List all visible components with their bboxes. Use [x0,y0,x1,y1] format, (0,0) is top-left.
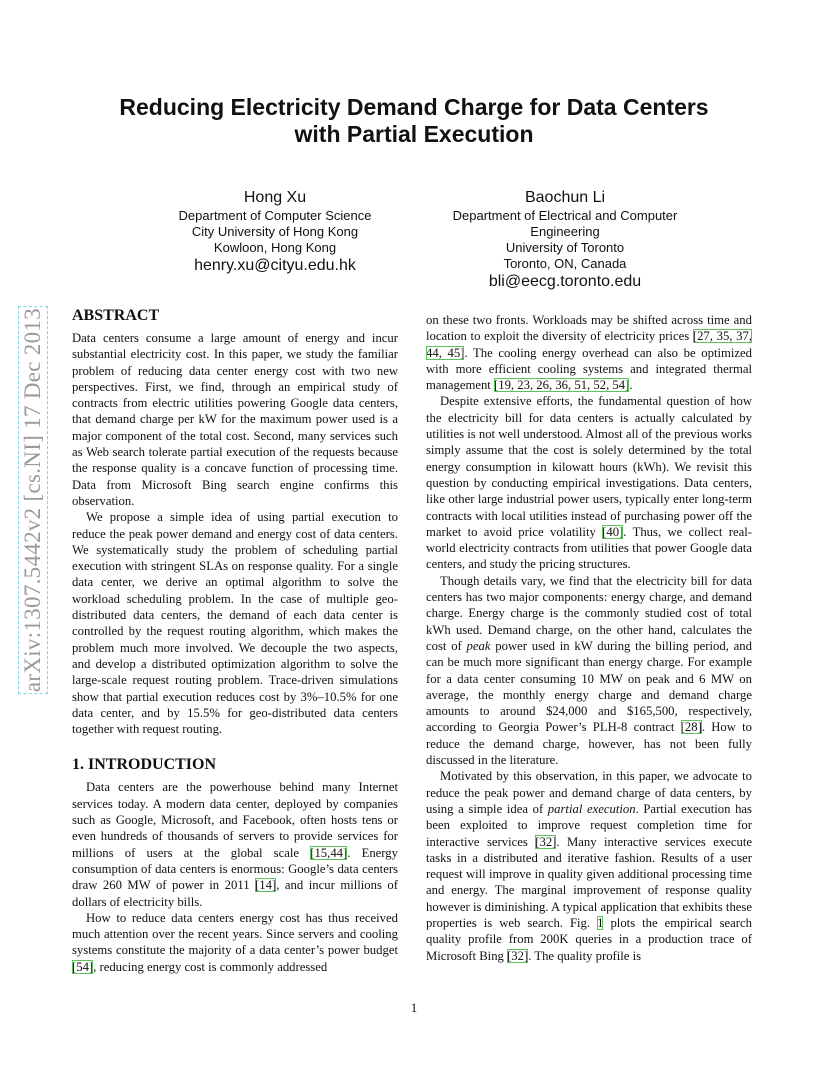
figure-link[interactable]: 1 [597,915,604,930]
page-number: 1 [410,1000,418,1015]
text-run: . Thus, we collect real-world electricity contracts from utilities that power Google data centers, and study the pricing structures. [426,524,752,572]
intro-paragraph-1 [72,779,398,909]
left-column [72,306,398,975]
text-run: , and incur millions of dollars of electricity bills. [72,878,398,909]
author-affiliation-line: Department of Electrical and Computer [452,208,678,223]
introduction-heading: 1. INTRODUCTION [72,756,217,774]
emphasis: peak [466,638,491,653]
intro-paragraph-3 [426,393,752,572]
citation-link[interactable]: [14] [255,878,277,893]
abstract-heading: ABSTRACT [72,307,160,324]
text-run: on these two fronts. Workloads may be shifted across time and location to exploit the diversity of electricity prices [426,313,752,344]
arxiv-stamp[interactable] [18,264,48,736]
text-run: . How to reduce the demand charge, however, has not been fully discussed in the literature. [426,720,752,768]
author-name: Baochun Li [524,189,606,206]
text-run: How to reduce data centers energy cost has thus received much attention over the recent years. Since servers and cooling systems constitute the majority of a data center’s power budget [72,910,398,958]
intro-paragraph-continued [426,312,752,393]
text-run: plots the empirical search quality profile from 200K queries in a production trace of Microsoft Bing [426,915,752,963]
intro-paragraph-2 [72,910,398,975]
author-name: Hong Xu [243,189,307,206]
text-run: . Many interactive services execute tasks in a distributed and iterative fashion. Results of a user request will improve in quality given additional processing time and energy. The marginal improvement of response quality however is diminishing. A typical application that exhibits these properties is web search. Fig. [426,834,752,930]
text-run: Though details vary, we find that the electricity bill for data centers has two major components: energy charge, and demand charge. Energy charge is the commonly studied cost of total kWh used. Demand charge, on the other hand, calculates the cost of [426,573,752,653]
text-run: . Energy consumption of data centers is enormous: Google’s data centers draw 260 MW of power in 2011 [72,845,398,893]
arxiv-stamp-text[interactable]: arXiv:1307.5442v2 [cs.NI] 17 Dec 2013 [20,307,45,693]
citation-link[interactable]: [28] [680,720,702,735]
author-block-1 [140,188,410,275]
text-run: power used in kW during the billing period, and can be much more significant than energy charge. For example for a data center consuming 10 MW on peak and 6 MW on average, the monthly energy charge and demand charge amounts to around $24,000 and $165,500, respectively, according to Georgia Power’s PLH-8 contract [426,638,752,735]
title-line-1: Reducing Electricity Demand Charge for Data Centers [119,94,709,120]
intro-paragraph-5 [426,768,752,964]
author-affiliation-line: City University of Hong Kong [191,224,359,239]
paper-title [60,94,768,148]
author-email: henry.xu@cityu.edu.hk [194,257,356,274]
author-block-2 [430,188,700,291]
citation-link[interactable]: [27, 35, 37, 44, 45] [426,329,752,360]
right-column [426,312,752,964]
text-run: Data centers are the powerhouse behind many Internet services today. A modern data center, deployed by companies such as Google, Microsoft, and Facebook, often hosts tens or even hundreds of thousands of servers to provide services for millions of users at the global scale [72,780,398,860]
text-run: , reducing energy cost is commonly addressed [93,959,328,974]
text-run: . The quality profile is [528,948,642,963]
author-affiliation-line: Department of Computer Science [178,208,372,223]
author-email: bli@eecg.toronto.edu [488,273,642,290]
author-affiliation-line: University of Toronto [505,240,625,255]
citation-link[interactable]: [19, 23, 26, 36, 51, 52, 54] [494,378,630,393]
citation-link[interactable]: [54] [72,959,94,974]
text-run: . The cooling energy overhead can also be optimized with more efficient cooling systems and integrated thermal management [426,345,752,393]
abstract-paragraph-1: Data centers consume a large amount of energy and incur substantial electricity cost. In this paper, we study the familiar problem of reducing data center energy cost with two new perspectives. First, we find, through an empirical study of contracts from electric utilities powering Google data centers, that demand charge per kW for the maximum power used is a major component of the total cost. Second, many services such as Web search tolerate partial execution of the requests because the response quality is a concave function of processing time. Data from Microsoft Bing search engine confirms this observation. [72,331,398,508]
text-run: . Partial execution has been exploited to improve request completion time for interactive services [426,801,752,849]
author-affiliation-line: Toronto, ON, Canada [503,256,627,271]
abstract-paragraph-2: We propose a simple idea of using partial execution to reduce the peak power demand and energy cost of data centers. We systematically study the problem of scheduling partial execution with stringent SLAs on response quality. For a single data center, we derive an optimal algorithm to solve the workload scheduling problem. In the case of multiple geo-distributed data centers, the demand of each data center is controlled by the request routing algorithm, which makes the problem much more involved. We decouple the two aspects, and develop a distributed optimization algorithm to solve the large-scale request routing problem. Trace-driven simulations show that partial execution reduces cost by 3%–10.5% for one data center, and by 15.5% for geo-distributed data centers together with request routing. [72,510,398,737]
intro-paragraph-4 [426,573,752,769]
citation-link[interactable]: [15,44] [310,845,348,860]
citation-link[interactable]: [32] [535,834,557,849]
text-run: Despite extensive efforts, the fundamental question of how the electricity bill for data centers is actually calculated by utilities is not well understood. Almost all of the previous works simply assume that the cost is solely determined by the total energy consumption in kilowatt hours (kWh). We revisit this question by conducting empirical investigations. Data centers, like other large industrial power users, typically enter long-term contracts with local utilities instead of purchasing power off the market to avoid price volatility [426,394,752,539]
author-affiliation-line: Engineering [530,224,600,239]
emphasis: partial execution [547,801,636,816]
author-affiliation-line: Kowloon, Hong Kong [213,240,337,255]
citation-link[interactable]: [40] [602,524,624,539]
text-run: . [629,378,633,393]
citation-link[interactable]: [32] [507,948,529,963]
title-line-2: with Partial Execution [294,121,534,147]
text-run: Motivated by this observation, in this paper, we advocate to reduce the peak power and demand charge of data centers, by using a simple idea of [426,769,752,816]
